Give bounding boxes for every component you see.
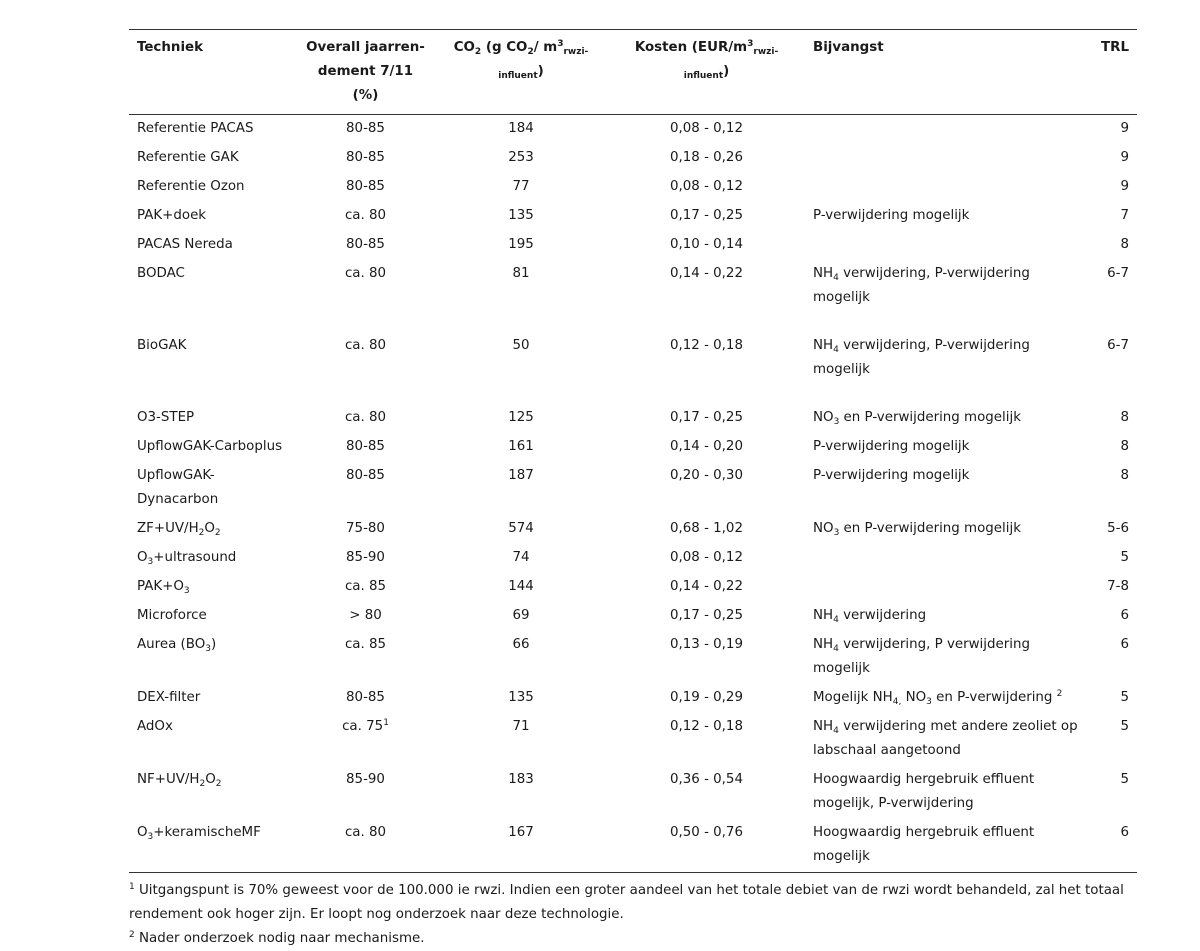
cell-kosten: 0,14 - 0,22: [670, 266, 743, 281]
text-segment: NH: [813, 719, 834, 734]
text-segment: Hoogwaardig hergebruik effluent mogelijk, P-verwijdering: [813, 772, 1035, 811]
text-segment: en P-verwijdering mogelijk: [839, 410, 1021, 425]
header-row: [129, 30, 1137, 115]
subscript: 3: [147, 557, 154, 567]
header-bijvangst: [805, 30, 1087, 115]
cell-co2: 71: [512, 719, 530, 734]
cell-co2: 50: [512, 338, 530, 353]
cell-trl: 9: [1120, 179, 1129, 194]
cell-co2: 183: [508, 772, 534, 787]
cell-rendement: [297, 684, 434, 713]
cell-co2: 125: [508, 410, 534, 425]
cell-kosten: 0,10 - 0,14: [670, 237, 743, 252]
cell-rendement: [297, 144, 434, 173]
cell-co2: 184: [508, 121, 534, 136]
cell-bijvangst: [805, 332, 1087, 404]
text-segment: ca. 80: [344, 338, 387, 353]
text-segment: ): [537, 64, 544, 79]
text-segment: UpflowGAK-Carboplus: [137, 439, 283, 454]
table-header: [129, 30, 1137, 115]
cell-bijvangst: [805, 260, 1087, 332]
cell-bijvangst: [805, 544, 1087, 573]
text-segment: BioGAK: [137, 338, 187, 353]
cell-bijvangst: [805, 462, 1087, 515]
cell-bijvangst: [805, 819, 1087, 873]
cell-trl: 5: [1120, 690, 1129, 705]
subscript: 3: [833, 417, 840, 427]
text-segment: 85-90: [346, 772, 385, 787]
text-segment: > 80: [349, 608, 382, 623]
footnote-text: Nader onderzoek nodig naar mechanisme.: [134, 931, 425, 946]
cell-bijvangst: [805, 684, 1087, 713]
cell-co2: 253: [508, 150, 534, 165]
cell-kosten: 0,17 - 0,25: [670, 410, 743, 425]
table-row: [129, 462, 1137, 515]
table-row: [129, 202, 1137, 231]
text-segment: BODAC: [137, 266, 185, 281]
cell-bijvangst: [805, 202, 1087, 231]
cell-trl: 7: [1120, 208, 1129, 223]
cell-rendement: [297, 231, 434, 260]
text-segment: Aurea (BO: [137, 637, 206, 652]
cell-techniek: [129, 404, 297, 433]
superscript: 3: [747, 39, 754, 49]
superscript: 1: [383, 718, 389, 728]
cell-trl: 6-7: [1107, 338, 1129, 353]
cell-rendement: [297, 202, 434, 231]
cell-rendement: [297, 544, 434, 573]
text-segment: verwijdering, P-verwijdering mogelijk: [813, 266, 1030, 305]
text-segment: 80-85: [346, 690, 385, 705]
cell-trl: 5: [1120, 550, 1129, 565]
text-segment: ca. 85: [344, 637, 387, 652]
table-row: [129, 766, 1137, 819]
cell-trl: 6: [1120, 825, 1129, 840]
table-row: [129, 115, 1137, 145]
text-segment: NH: [813, 338, 834, 353]
cell-trl: 6: [1120, 637, 1129, 652]
cell-kosten: 0,50 - 0,76: [670, 825, 743, 840]
text-segment: +keramischeMF: [153, 825, 261, 840]
table-row: [129, 404, 1137, 433]
subscript: 3: [183, 586, 190, 596]
text-segment: / m: [533, 40, 558, 55]
cell-bijvangst: [805, 231, 1087, 260]
cell-trl: 9: [1120, 150, 1129, 165]
cell-co2: 74: [512, 550, 530, 565]
cell-techniek: [129, 202, 297, 231]
cell-techniek: [129, 573, 297, 602]
text-segment: ): [723, 64, 730, 79]
text-segment: ca. 80: [344, 825, 387, 840]
cell-techniek: [129, 684, 297, 713]
text-segment: en P-verwijdering: [931, 690, 1057, 705]
cell-rendement: [297, 713, 434, 766]
subscript: 4: [833, 345, 839, 355]
superscript: 2: [1056, 689, 1063, 699]
cell-bijvangst: [805, 573, 1087, 602]
subscript: rwzi- influent: [498, 47, 589, 81]
text-segment: dement 7/11 (%): [317, 64, 414, 103]
footnote: [129, 927, 1137, 951]
cell-rendement: [297, 602, 434, 631]
subscript: 2: [215, 779, 222, 789]
text-segment: 80-85: [346, 439, 385, 454]
cell-techniek: [129, 260, 297, 332]
text-segment: NO: [901, 690, 927, 705]
table-row: [129, 144, 1137, 173]
header-rendement: [297, 30, 434, 115]
subscript: 4,: [892, 697, 902, 707]
cell-techniek: [129, 231, 297, 260]
table-row: [129, 713, 1137, 766]
cell-co2: 69: [512, 608, 530, 623]
cell-trl: 8: [1120, 439, 1129, 454]
text-segment: Techniek: [137, 40, 204, 55]
text-segment: NF+UV/H: [137, 772, 200, 787]
table-row: [129, 819, 1137, 873]
subscript: rwzi-influent: [683, 47, 779, 81]
cell-kosten: 0,20 - 0,30: [670, 468, 743, 483]
subscript: 3: [205, 644, 212, 654]
header-kosten: [608, 30, 805, 115]
cell-rendement: [297, 433, 434, 462]
text-segment: O: [137, 550, 148, 565]
cell-bijvangst: [805, 433, 1087, 462]
text-segment: PAK+O: [137, 579, 184, 594]
text-segment: 75-80: [346, 521, 385, 536]
cell-co2: 167: [508, 825, 534, 840]
cell-rendement: [297, 515, 434, 544]
text-segment: O3-STEP: [137, 410, 195, 425]
text-segment: verwijdering, P verwijdering mogelijk: [813, 637, 1030, 676]
footnote-mark: 1: [129, 882, 135, 892]
text-segment: Mogelijk NH: [813, 690, 893, 705]
cell-techniek: [129, 602, 297, 631]
table-row: [129, 260, 1137, 332]
text-segment: NH: [813, 266, 834, 281]
text-segment: NH: [813, 608, 834, 623]
text-segment: UpflowGAK-Dynacarbon: [137, 468, 219, 507]
cell-kosten: 0,12 - 0,18: [670, 338, 743, 353]
text-segment: ca. 85: [344, 579, 387, 594]
subscript: 4: [833, 273, 839, 283]
cell-bijvangst: [805, 144, 1087, 173]
cell-techniek: [129, 544, 297, 573]
text-segment: TRL: [1101, 40, 1129, 55]
table-row: [129, 332, 1137, 404]
cell-trl: 9: [1120, 121, 1129, 136]
table-row: [129, 602, 1137, 631]
table-row: [129, 631, 1137, 684]
footnote-mark: 2: [129, 930, 135, 940]
cell-kosten: 0,08 - 0,12: [670, 550, 743, 565]
cell-trl: 6-7: [1107, 266, 1129, 281]
cell-techniek: [129, 515, 297, 544]
table-row: [129, 433, 1137, 462]
text-segment: 80-85: [346, 468, 385, 483]
table-body: [129, 115, 1137, 873]
subscript: 4: [833, 726, 839, 736]
subscript: 4: [833, 644, 839, 654]
cell-bijvangst: [805, 404, 1087, 433]
cell-rendement: [297, 462, 434, 515]
text-segment: Overall jaarren-: [306, 40, 425, 55]
cell-kosten: 0,68 - 1,02: [670, 521, 743, 536]
cell-trl: 8: [1120, 410, 1129, 425]
cell-bijvangst: [805, 173, 1087, 202]
cell-rendement: [297, 115, 434, 145]
text-segment: O: [205, 772, 216, 787]
cell-kosten: 0,08 - 0,12: [670, 121, 743, 136]
cell-rendement: [297, 260, 434, 332]
cell-kosten: 0,14 - 0,20: [670, 439, 743, 454]
text-segment: Hoogwaardig hergebruik effluent mogelijk: [813, 825, 1035, 864]
cell-techniek: [129, 115, 297, 145]
cell-co2: 144: [508, 579, 534, 594]
cell-bijvangst: [805, 115, 1087, 145]
text-segment: +ultrasound: [153, 550, 237, 565]
text-segment: Referentie GAK: [137, 150, 239, 165]
cell-bijvangst: [805, 713, 1087, 766]
cell-rendement: [297, 819, 434, 873]
footnote-text: Uitgangspunt is 70% geweest voor de 100.000 ie rwzi. Indien een groter aandeel van het totale debiet van de rwzi wordt behandeld, zal het totaal rendement ook hoger zijn. Er loopt nog onderzoek naar deze technologie.: [129, 883, 1124, 922]
cell-co2: 187: [508, 468, 534, 483]
header-techniek: [129, 30, 297, 115]
text-segment: Referentie PACAS: [137, 121, 254, 136]
text-segment: verwijdering, P-verwijdering mogelijk: [813, 338, 1030, 377]
cell-techniek: [129, 631, 297, 684]
cell-kosten: 0,08 - 0,12: [670, 179, 743, 194]
cell-kosten: 0,17 - 0,25: [670, 208, 743, 223]
cell-kosten: 0,12 - 0,18: [670, 719, 743, 734]
subscript: 2: [214, 528, 221, 538]
cell-techniek: [129, 462, 297, 515]
cell-techniek: [129, 713, 297, 766]
text-segment: ): [211, 637, 217, 652]
cell-co2: 135: [508, 208, 534, 223]
subscript: 2: [474, 47, 482, 57]
header-trl: [1087, 30, 1137, 115]
table-row: [129, 173, 1137, 202]
footnote: [129, 879, 1137, 927]
subscript: 4: [833, 615, 839, 625]
cell-trl: 5-6: [1107, 521, 1129, 536]
cell-co2: 81: [512, 266, 530, 281]
techniques-table: [129, 29, 1137, 873]
subscript: 2: [199, 779, 206, 789]
text-segment: NH: [813, 637, 834, 652]
cell-rendement: [297, 404, 434, 433]
cell-techniek: [129, 766, 297, 819]
cell-kosten: 0,19 - 0,29: [670, 690, 743, 705]
text-segment: PAK+doek: [137, 208, 207, 223]
cell-kosten: 0,13 - 0,19: [670, 637, 743, 652]
text-segment: 80-85: [346, 121, 385, 136]
text-segment: ca. 80: [344, 266, 387, 281]
cell-techniek: [129, 433, 297, 462]
cell-bijvangst: [805, 631, 1087, 684]
cell-bijvangst: [805, 515, 1087, 544]
cell-techniek: [129, 173, 297, 202]
table-row: [129, 684, 1137, 713]
text-segment: 80-85: [346, 179, 385, 194]
text-segment: Bijvangst: [813, 40, 884, 55]
subscript: 2: [198, 528, 205, 538]
text-segment: PACAS Nereda: [137, 237, 233, 252]
cell-co2: 77: [512, 179, 530, 194]
text-segment: AdOx: [137, 719, 173, 734]
cell-trl: 8: [1120, 468, 1129, 483]
cell-techniek: [129, 819, 297, 873]
superscript: 3: [557, 39, 564, 49]
text-segment: NO: [813, 521, 834, 536]
text-segment: P-verwijdering mogelijk: [813, 439, 970, 454]
text-segment: en P-verwijdering mogelijk: [839, 521, 1021, 536]
cell-rendement: [297, 332, 434, 404]
cell-kosten: 0,14 - 0,22: [670, 579, 743, 594]
table-row: [129, 515, 1137, 544]
subscript: 3: [926, 697, 932, 707]
text-segment: ZF+UV/H: [137, 521, 199, 536]
text-segment: P-verwijdering mogelijk: [813, 208, 970, 223]
cell-co2: 195: [508, 237, 534, 252]
text-segment: ca. 80: [344, 208, 387, 223]
cell-techniek: [129, 144, 297, 173]
text-segment: CO: [453, 40, 475, 55]
text-segment: P-verwijdering mogelijk: [813, 468, 970, 483]
cell-co2: 135: [508, 690, 534, 705]
footnotes: [129, 879, 1137, 951]
table-row: [129, 573, 1137, 602]
cell-trl: 6: [1120, 608, 1129, 623]
text-segment: verwijdering: [838, 608, 927, 623]
cell-kosten: 0,17 - 0,25: [670, 608, 743, 623]
cell-trl: 5: [1120, 719, 1129, 734]
cell-kosten: 0,18 - 0,26: [670, 150, 743, 165]
cell-rendement: [297, 573, 434, 602]
subscript: 2: [527, 47, 534, 57]
cell-bijvangst: [805, 602, 1087, 631]
text-segment: O: [204, 521, 215, 536]
cell-trl: 7-8: [1107, 579, 1129, 594]
cell-rendement: [297, 766, 434, 819]
cell-kosten: 0,36 - 0,54: [670, 772, 743, 787]
cell-techniek: [129, 332, 297, 404]
subscript: 3: [147, 832, 154, 842]
table-row: [129, 544, 1137, 573]
header-co2: [434, 30, 608, 115]
document: [129, 29, 1137, 951]
text-segment: 80-85: [346, 150, 385, 165]
cell-rendement: [297, 173, 434, 202]
text-segment: 85-90: [346, 550, 385, 565]
text-segment: Kosten (EUR/m: [634, 40, 748, 55]
text-segment: DEX-filter: [137, 690, 201, 705]
cell-co2: 574: [508, 521, 534, 536]
text-segment: ca. 80: [344, 410, 387, 425]
text-segment: ca. 75: [342, 719, 384, 734]
cell-rendement: [297, 631, 434, 684]
text-segment: Microforce: [137, 608, 207, 623]
cell-co2: 66: [512, 637, 530, 652]
cell-trl: 5: [1120, 772, 1129, 787]
cell-co2: 161: [508, 439, 534, 454]
text-segment: Referentie Ozon: [137, 179, 245, 194]
cell-trl: 8: [1120, 237, 1129, 252]
cell-bijvangst: [805, 766, 1087, 819]
text-segment: (g CO: [481, 40, 528, 55]
subscript: 3: [833, 528, 840, 538]
text-segment: verwijdering met andere zeoliet op labschaal aangetoond: [813, 719, 1078, 758]
text-segment: 80-85: [346, 237, 385, 252]
table-row: [129, 231, 1137, 260]
text-segment: NO: [813, 410, 834, 425]
text-segment: O: [137, 825, 148, 840]
